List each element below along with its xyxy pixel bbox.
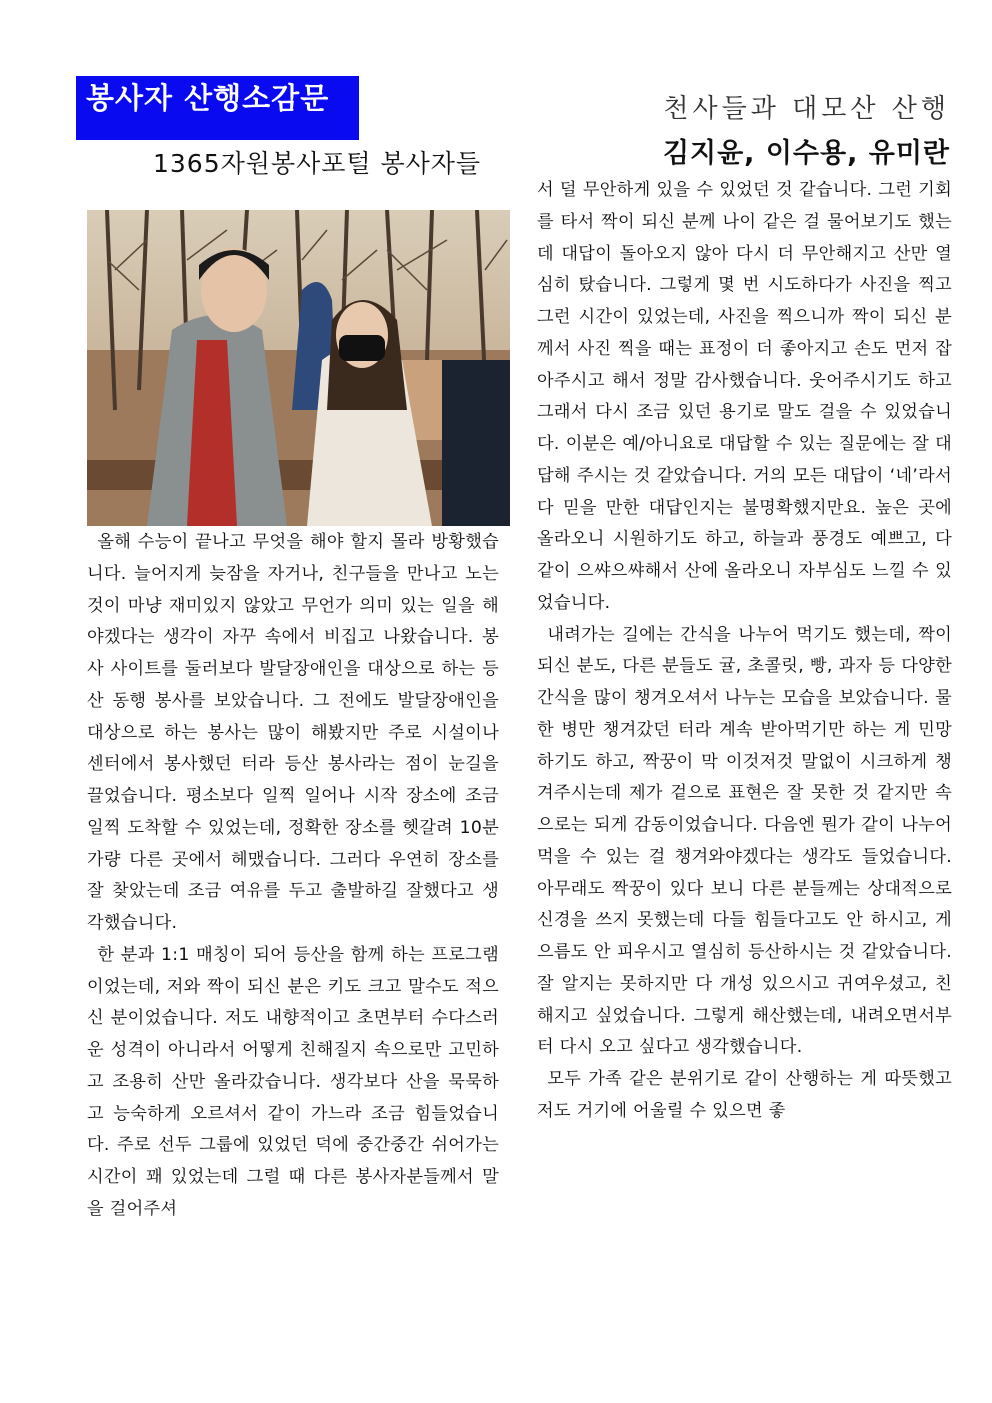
authors: 김지윤, 이수용, 유미란 — [662, 138, 950, 169]
article-title: 봉사자 산행소감문 — [76, 76, 359, 140]
paragraph: 내려가는 길에는 간식을 나누어 먹기도 했는데, 짝이 되신 분도, 다른 분들도 귤, 초콜릿, 빵, 과자 등 다양한 간식을 많이 챙겨오셔서 나누는 모습을 보았습니다. 물 한 병만 챙겨갔던 터라 계속 받아먹기만 하는 게 민망하기도 하고, 짝꿍이 막 이것저것 말없이 시크하게 챙겨주시는데 제가 겉으로 표현은 잘 못한 것 같지만 속으로는 되게 감동이었습니다. 다음엔 뭔가 같이 나누어 먹을 수 있는 걸 챙겨와야겠다는 생각도 들었습니다. 아무래도 짝꿍이 있다 보니 다른 분들께는 상대적으로 신경을 쓰지 못했는데 다들 힘들다고도 안 하시고, 게으름도 안 피우시고 열심히 등산하시는 것 같았습니다. 잘 알지는 못하지만 다 개성 있으시고 귀여우셨고, 친해지고 싶었습니다. 그렇게 해산했는데, 내려오면서부터 다시 오고 싶다고 생각했습니다. — [537, 624, 952, 1058]
left-column — [87, 527, 499, 1226]
paragraph: 올해 수능이 끝나고 무엇을 해야 할지 몰라 방황했습니다. 늘어지게 늦잠을 자거나, 친구들을 만나고 노는 것이 마냥 재미있지 않았고 무언가 의미 있는 일을 해야겠다는 생각이 자꾸 속에서 비집고 나왔습니다. 봉사 사이트를 둘러보다 발달장애인을 대상으로 하는 등산 동행 봉사를 보았습니다. 그 전에도 발달장애인을 대상으로 하는 봉사는 많이 해봤지만 주로 시설이나 센터에서 봉사했던 터라 등산 봉사라는 점이 눈길을 끌었습니다. 평소보다 일찍 일어나 시작 장소에 조금 일찍 도착할 수 있었는데, 정확한 장소를 헷갈려 10분 가량 다른 곳에서 헤맸습니다. 그러다 우연히 장소를 잘 찾았는데 조금 여유를 두고 출발하길 잘했다고 생각했습니다. — [87, 532, 499, 933]
source-label: 1365자원봉사포털 봉사자들 — [153, 149, 482, 178]
paragraph: 모두 가족 같은 분위기로 같이 산행하는 게 따뜻했고 저도 거기에 어울릴 수 있으면 좋 — [537, 1069, 952, 1121]
hiking-photo — [87, 210, 510, 526]
article-subtitle: 천사들과 대모산 산행 — [663, 94, 950, 124]
paragraph: 서 덜 무안하게 있을 수 있었던 것 같습니다. 그런 기회를 타서 짝이 되신 분께 나이 같은 걸 물어보기도 했는데 대답이 돌아오지 않아 다시 더 무안해지고 산만 열심히 탔습니다. 그렇게 몇 번 시도하다가 사진을 찍고 그런 시간이 있었는데, 사진을 찍으니까 짝이 되신 분께서 사진 찍을 때는 표정이 더 좋아지고 손도 먼저 잡아주시고 해서 정말 감사했습니다. 웃어주시기도 하고 그래서 다시 조금 있던 용기로 말도 걸을 수 있었습니다. 이분은 예/아니요로 대답할 수 있는 질문에는 잘 대답해 주시는 것 같았습니다. 거의 모든 대답이 ‘네’라서 다 믿을 만한 대답인지는 불명확했지만요. 높은 곳에 올라오니 시원하기도 하고, 하늘과 풍경도 예쁘고, 다 같이 으쌰으쌰해서 산에 올라오니 자부심도 느낄 수 있었습니다. — [537, 180, 952, 613]
right-column — [537, 175, 952, 1128]
paragraph: 한 분과 1:1 매칭이 되어 등산을 함께 하는 프로그램이었는데, 저와 짝이 되신 분은 키도 크고 말수도 적으신 분이었습니다. 저도 내향적이고 초면부터 수다스러운 성격이 아니라서 어떻게 친해질지 속으로만 고민하고 조용히 산만 올라갔습니다. 생각보다 산을 묵묵하고 능숙하게 오르셔서 같이 가느라 조금 힘들었습니다. 주로 선두 그룹에 있었던 덕에 중간중간 쉬어가는 시간이 꽤 있었는데 그럴 때 다른 봉사자분들께서 말을 걸어주셔 — [87, 944, 499, 1219]
